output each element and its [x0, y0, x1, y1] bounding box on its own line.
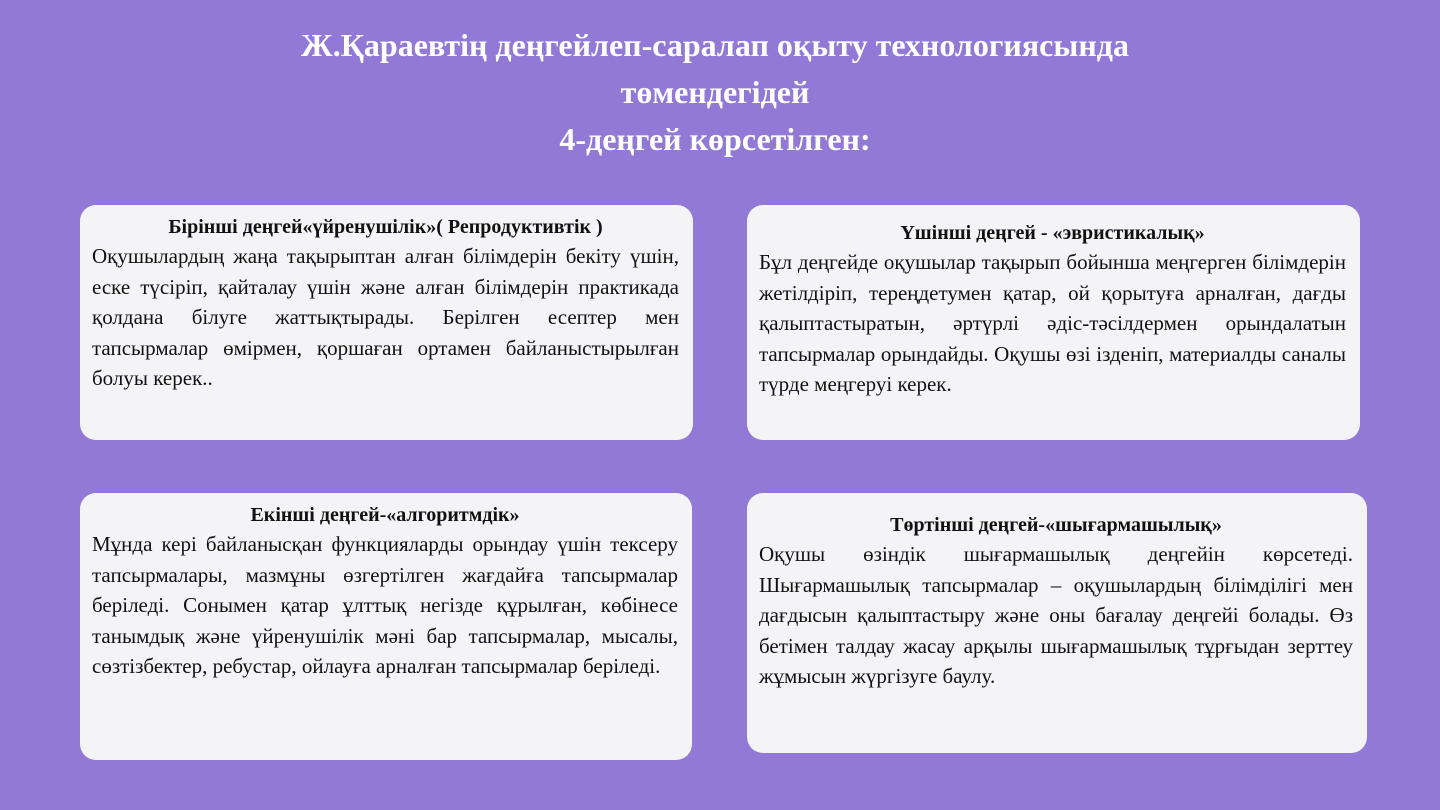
level-2-text: Мұнда кері байланысқан функцияларды орындау үшін тексеру тапсырмалары, мазмұны өзгертілген жағдайға тапсырмалар беріледі. Сонымен қатар ұлттық негізде құрылған, көбінесе танымдық және үйренушілік мәні бар тапсырмалар, мысалы, сөзтізбектер, ребустар, ойлауға арналған тапсырмалар беріледі. — [92, 532, 678, 678]
level-2-card — [80, 493, 692, 760]
level-1-card — [80, 205, 693, 440]
level-1-text: Оқушылардың жаңа тақырыптан алған білімдерін бекіту үшін, еске түсіріп, қайталау үшін және алған білімдерін практикада қолдана білуге жаттықтырады. Берілген есептер мен тапсырмалар өмірмен, қоршаған ортамен байланыстырылған болуы керек.. — [92, 244, 679, 390]
title-line-2: төмендегідей — [620, 74, 810, 110]
level-4-text: Оқушы өзіндік шығармашылық деңгейін көрсетеді. Шығармашылық тапсырмалар – оқушылардың білімділігі мен дағдысын қалыптастыру және оны бағалау деңгейі болады. Өз бетімен талдау жасау арқылы шығармашылық тұрғыдан зерттеу жұмысын жүргізуге баулу. — [759, 542, 1353, 688]
title-line-3: 4-деңгей көрсетілген: — [559, 121, 871, 157]
title-line-1: Ж.Қараевтің деңгейлеп-саралап оқыту технологиясында — [301, 27, 1129, 63]
level-4-heading: Төртінші деңгей-«шығармашылық» — [890, 514, 1222, 536]
level-1-heading: Бірінші деңгей«үйренушілік»( Репродуктивтік ) — [168, 216, 603, 238]
level-3-card — [747, 205, 1360, 440]
level-3-text: Бұл деңгейде оқушылар тақырып бойынша меңгерген білімдерін жетілдіріп, тереңдетумен қатар, ой қорытуға арналған, дағды қалыптастыратын, әртүрлі әдіс-тәсілдермен орындалатын тапсырмалар орындайды. Оқушы өзі ізденіп, материалды саналы түрде меңгеруі керек. — [759, 250, 1346, 396]
level-2-heading: Екінші деңгей-«алгоритмдік» — [250, 504, 520, 526]
slide-title — [0, 22, 1430, 163]
level-3-heading: Үшінші деңгей - «эвристикалық» — [900, 222, 1205, 244]
level-4-card — [747, 493, 1367, 753]
